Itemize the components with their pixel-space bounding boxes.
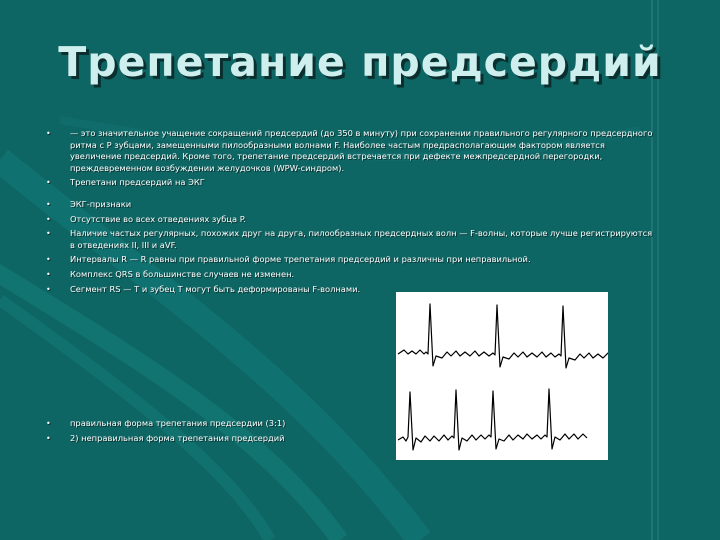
bullet-item (46, 254, 658, 266)
bullet-text: Сегмент RS — T и зубец Т могут быть деформированы F-волнами. (70, 283, 361, 294)
bullet-text: — это значительное учащение сокращений предсердий (до 350 в минуту) при сохранении правильного регулярного предсердного ритма с Р зубцами, замещенными пилообразными волнами F. Наиболее частым предрасполагающим фактором является увеличение предсердий. Кроме того, трепетание предсердий встречается при дефекте межпредсердной перегородки, преждевременном возбуждении желудочков (WPW-синдром). (70, 128, 653, 173)
bullet-icon: • (46, 284, 51, 294)
bullet-text: Интервалы R — R равны при правильной форме трепетания предсердий и различны при неправильной. (70, 254, 531, 265)
slide-title: Трепетание предсердий (58, 38, 662, 86)
bullet-text: Наличие частых регулярных, похожих друг на друга, пилообразных предсердных волн — F-волны, которые лучше регистрируются в отведениях II, III и aVF. (70, 228, 653, 250)
bullet-text: Отсутствие во всех отведениях зубца P. (70, 213, 247, 224)
bullet-icon: • (46, 129, 51, 138)
bullet-text: ЭКГ-признаки (70, 198, 132, 209)
bullet-icon: • (46, 269, 51, 279)
bullet-icon: • (46, 433, 51, 443)
bullet-icon: • (46, 214, 51, 224)
bullet-icon: • (46, 178, 51, 188)
caption-list (46, 418, 658, 447)
bullet-item (46, 199, 658, 211)
bullet-item (46, 177, 658, 189)
bullet-text: Трепетани предсердий на ЭКГ (70, 177, 205, 188)
bullet-item (46, 433, 658, 445)
bullet-text: 2) неправильная форма трепетания предсердий (70, 432, 285, 443)
bullet-item (46, 418, 658, 430)
bullet-icon: • (46, 199, 51, 209)
bullet-item (46, 228, 658, 251)
bullet-text: правильная форма трепетания предсердии (3:1) (70, 418, 286, 428)
bullet-item (46, 214, 658, 226)
bullet-icon: • (46, 419, 51, 428)
bullet-item (46, 269, 658, 281)
bullet-list (46, 128, 658, 298)
bullet-text: Комплекс QRS в большинстве случаев не изменен. (70, 268, 295, 279)
bullet-icon: • (46, 255, 51, 265)
bullet-icon: • (46, 229, 51, 239)
bullet-item (46, 128, 658, 174)
